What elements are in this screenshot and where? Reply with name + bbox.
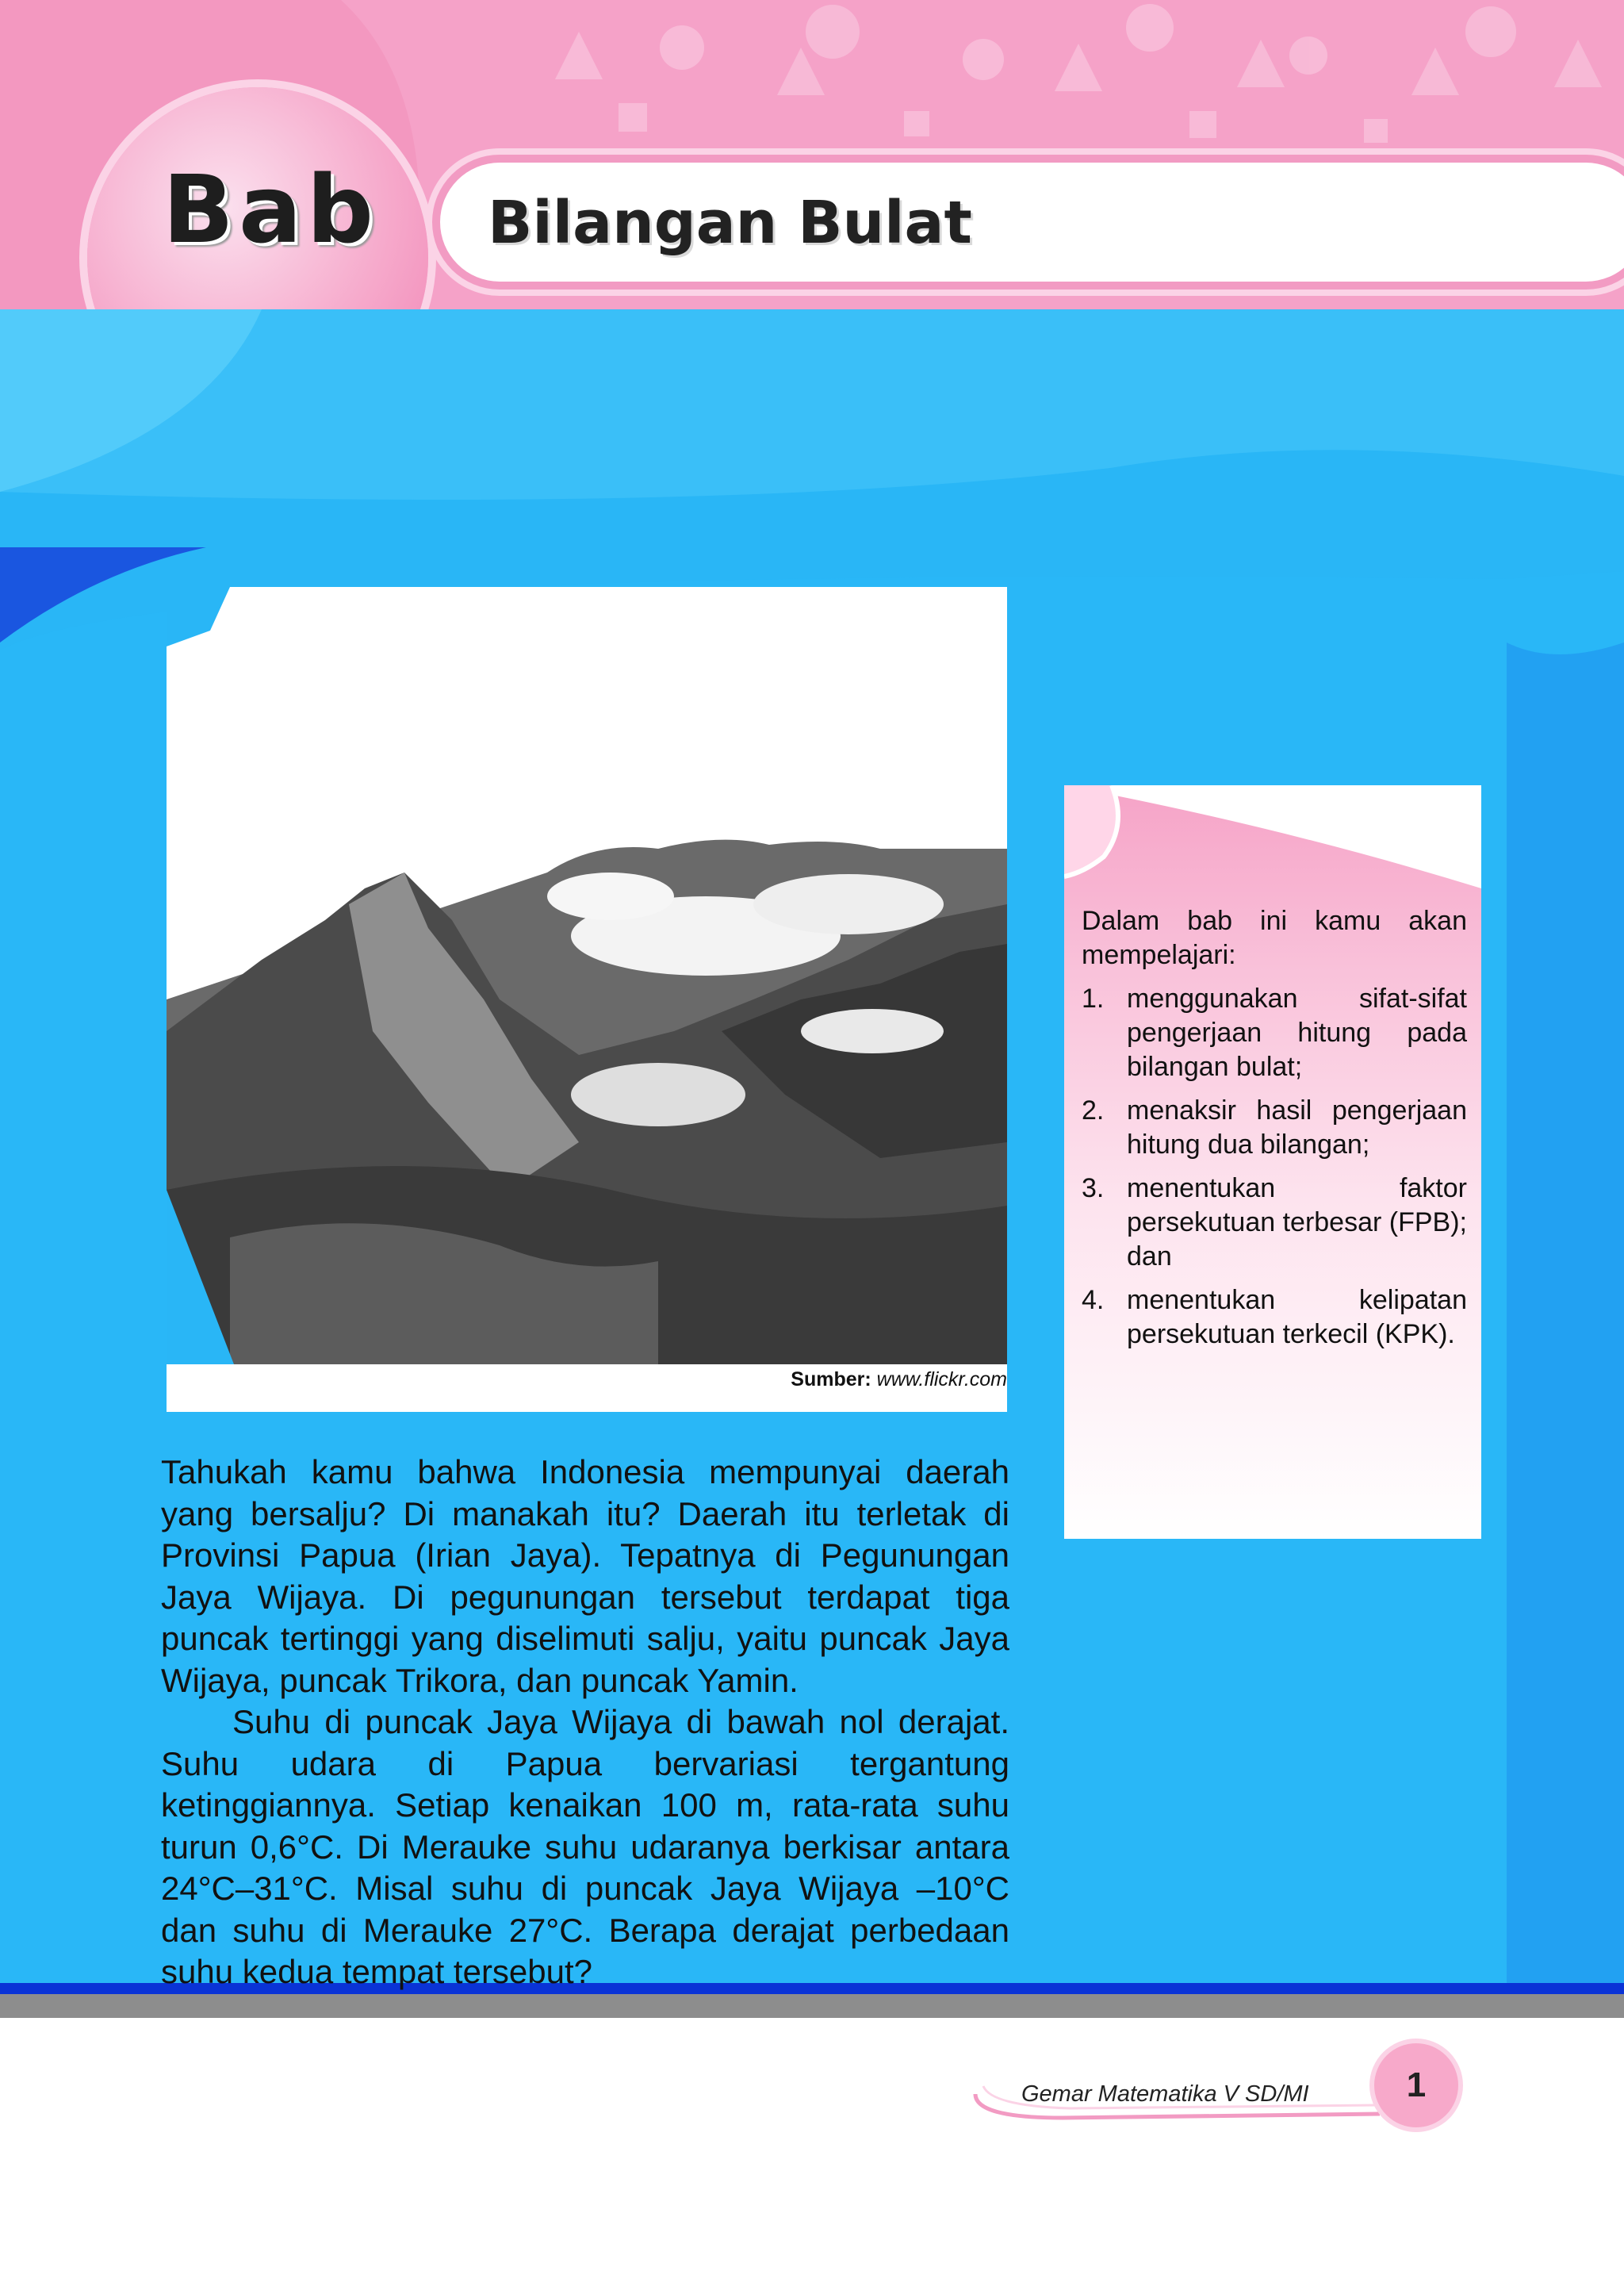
learning-objectives-card [1064,785,1481,1539]
mountain-photo [167,587,1007,1364]
objective-item [1082,1094,1467,1162]
objectives-list [1082,982,1467,1352]
footer-book-title: Gemar Matematika V SD/MI [1021,2081,1309,2107]
objective-number: 3. [1082,1173,1105,1203]
photo-credit-label: Sumber: [791,1368,871,1390]
photo-frame [167,587,1007,1412]
objective-number: 2. [1082,1095,1105,1126]
objective-text: menentukan kelipatan persekutuan terkecil (KPK). [1127,1285,1467,1349]
objective-text: menggunakan sifat-sifat pengerjaan hitung pada bilangan bulat; [1127,984,1467,1082]
objective-item [1082,1283,1467,1352]
bab-label: Bab [163,155,379,264]
photo-credit [791,1368,1007,1391]
chapter-intro-text [161,1452,1009,1993]
objectives-content [1082,904,1467,1361]
objectives-intro: Dalam bab ini kamu akan mempelajari: [1082,906,1467,970]
objective-number: 1. [1082,984,1105,1014]
chapter-title: Bilangan Bulat [488,189,972,257]
objective-text: menentukan faktor persekutuan terbesar (FPB); dan [1127,1173,1467,1271]
photo-credit-source: www.flickr.com [876,1368,1007,1390]
objective-text: menaksir hasil pengerjaan hitung dua bilangan; [1127,1095,1467,1160]
objective-item [1082,982,1467,1084]
intro-paragraph: Suhu di puncak Jaya Wijaya di bawah nol derajat. Suhu udara di Papua bervariasi tergantung ketinggiannya. Setiap kenaikan 100 m, rata-rata suhu turun 0,6°C. Di Merauke suhu udaranya berkisar antara 24°C–31°C. Misal suhu di puncak Jaya Wijaya –10°C dan suhu di Merauke 27°C. Berapa derajat perbedaan suhu kedua tempat tersebut? [161,1703,1009,1990]
objective-number: 4. [1082,1285,1105,1315]
page-number: 1 [1374,2043,1458,2127]
intro-paragraph: Tahukah kamu bahwa Indonesia mempunyai daerah yang bersalju? Di manakah itu? Daerah itu terletak di Provinsi Papua (Irian Jaya). Tepatnya di Pegunungan Jaya Wijaya. Di pegunungan tersebut terdapat tiga puncak tertinggi yang diselimuti salju, yaitu puncak Jaya Wijaya, puncak Trikora, dan puncak Yamin. [161,1453,1009,1699]
bottom-gray-band [0,1994,1624,2018]
objective-item [1082,1172,1467,1274]
card-header-decoration [1064,785,1481,904]
